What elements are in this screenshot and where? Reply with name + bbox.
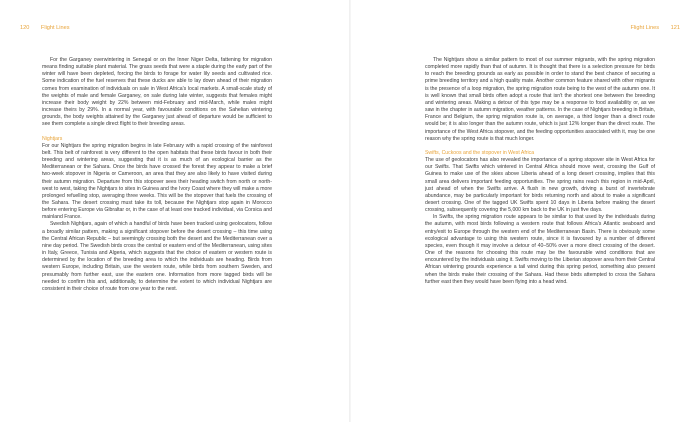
paragraph-nightjars-pattern: The Nightjars show a similar pattern to most of our summer migrants, with the spring migration completed more rapidly than that of autumn. It is thought that there is a selection pressure for birds to reach the breeding grounds as early as possible in order to stand the best chance of securing a prime breeding territory and a high quality mate. Another common feature shared with other migrants is the presence of a loop migration, the spring migration route being to the west of the autumn one. It is well known that small birds often adopt a route that isn't the shortest one between the breeding and wintering areas. Making a detour of this type may be a response to food availability or, as we saw in the chapter in autumn migration, weather patterns. In the case of Nightjars breeding in Britain, France and Belgium, the spring migration route is, on average, a third longer than a direct route would be; it is also longer than the autumn route, which is just 12% longer than the direct route. The importance of the West Africa stopover, and the feeding opportunities associated with it, may be one reason why the spring route is that much longer. (425, 57, 655, 142)
subheading-nightjars: Nightjars (42, 135, 63, 142)
paragraph-garganey: For the Garganey overwintering in Senegal or on the Inner Niger Delta, fattening for migration means finding suitable plant material. The grass seeds that were a staple during the early part of the winter will have been depleted, forcing the birds to forage for water lily seeds and cultivated rice. Some indication of the fuel reserves that these ducks are able to lay down ahead of their migration comes from examination of individuals on sale in West Africa's local markets. A small-scale study of the weights of male and female Garganey, on sale during late winter, suggests that females might increase their body weight by 22% between mid-February and mid-March, while males might increase theirs by 29%. In a normal year, with favourable conditions on the Sahelian wintering grounds, the body weights attained by the Garganey just ahead of departure would be sufficient to see them complete a single direct flight to their breeding areas. (42, 57, 272, 128)
right-body-text (425, 57, 655, 286)
paragraph-swifts-route: In Swifts, the spring migration route appears to be similar to that used by the individuals during the autumn, with most birds following a western route that follows Africa's Atlantic seaboard and entry/exit to Europe through the western end of the Mediterranean Basin. There is obviously some ecological advantage to using this western route, since it is favoured by a number of different species, even though it may involve a detour of 40–50% over a more direct crossing of the desert. One of the reasons for choosing this route may be the favourable wind conditions that are encountered by the individuals using it. Swifts moving to the Liberian stopover area from their Central African wintering grounds experience a tail wind during this spring period, something also present when the birds make their crossing of the Sahara. Had these birds attempted to cross the Sahara further east then they would have been flying into a head wind. (425, 214, 655, 285)
right-running-head-title: Flight Lines (630, 25, 660, 31)
right-page-number: 121 (670, 25, 680, 31)
right-running-head (630, 24, 680, 32)
left-running-head (20, 24, 70, 32)
right-page (350, 0, 700, 422)
subheading-swifts-cuckoos: Swifts, Cuckoos and the stopover in West Africa (425, 149, 535, 156)
left-running-head-title: Flight Lines (40, 25, 70, 31)
paragraph-swifts-geolocators: The use of geolocators has also revealed the importance of a spring stopover site in West Africa for our Swifts. That Swifts which wintered in Central Africa should move west, crossing the Gulf of Guinea to make use of the skies above Liberia ahead of a long desert crossing, implies that this small area delivers important feeding opportunities. The spring rains reach this region in mid-April, just ahead of when the Swifts arrive. A flush in new growth, driving a burst of invertebrate abundance, may be particularly important for birds returning north and about to make a significant desert crossing. One of the tagged UK Swifts spent 10 days in Liberia before making the desert crossing, subsequently covering the 5,000 km back to the UK in just five days. (425, 157, 655, 214)
left-body-text (42, 57, 272, 293)
paragraph-swedish-nightjars: Swedish Nightjars, again of which a handful of birds have been tracked using geolocators, follow a broadly similar pattern, making a significant stopover before the desert crossing – this time using the Central African Republic – but seemingly crossing both the desert and the Mediterranean over a nine day period. The Swedish birds cross the central or eastern end of the Mediterranean, using sites in Italy, Greece, Tunisia and Algeria, which suggests that the choice of eastern or western route is determined by the location of the breeding area to which the individuals are heading. Birds from western Europe, including Britain, use the western route, while birds from southern Sweden, and presumably from further east, use the eastern one. Information from more tagged birds will be needed to confirm this and, additionally, to determine the extent to which individual Nightjars are consistent in their choice of route from one year to the next. (42, 221, 272, 292)
paragraph-nightjars-spring: For our Nightjars the spring migration begins in late February with a rapid crossing of the rainforest belt. This belt of rainforest is very different to the open habitats that these birds favour in both their breeding and wintering areas, suggesting that it is as much of an ecological barrier as the Mediterranean or the Sahara. Once the birds have crossed the forest they appear to make a brief two-week stopover in Nigeria or Cameroon, an area that they are also likely to have visited during their autumn migration. Departure from this stopover sees their heading switch from north or north-west to west, taking the Nightjars to sites in Guinea and the Ivory Coast where they will make a more prolonged refuelling stop, averaging three weeks. This will be the stopover that fuels the crossing of the Sahara. The desert crossing must take its toll, because the Nightjars stop again in Morocco before entering Europe via Gibraltar or, in the case of at least one tracked individual, via Corsica and mainland France. (42, 142, 272, 221)
left-page-number: 120 (20, 25, 30, 31)
